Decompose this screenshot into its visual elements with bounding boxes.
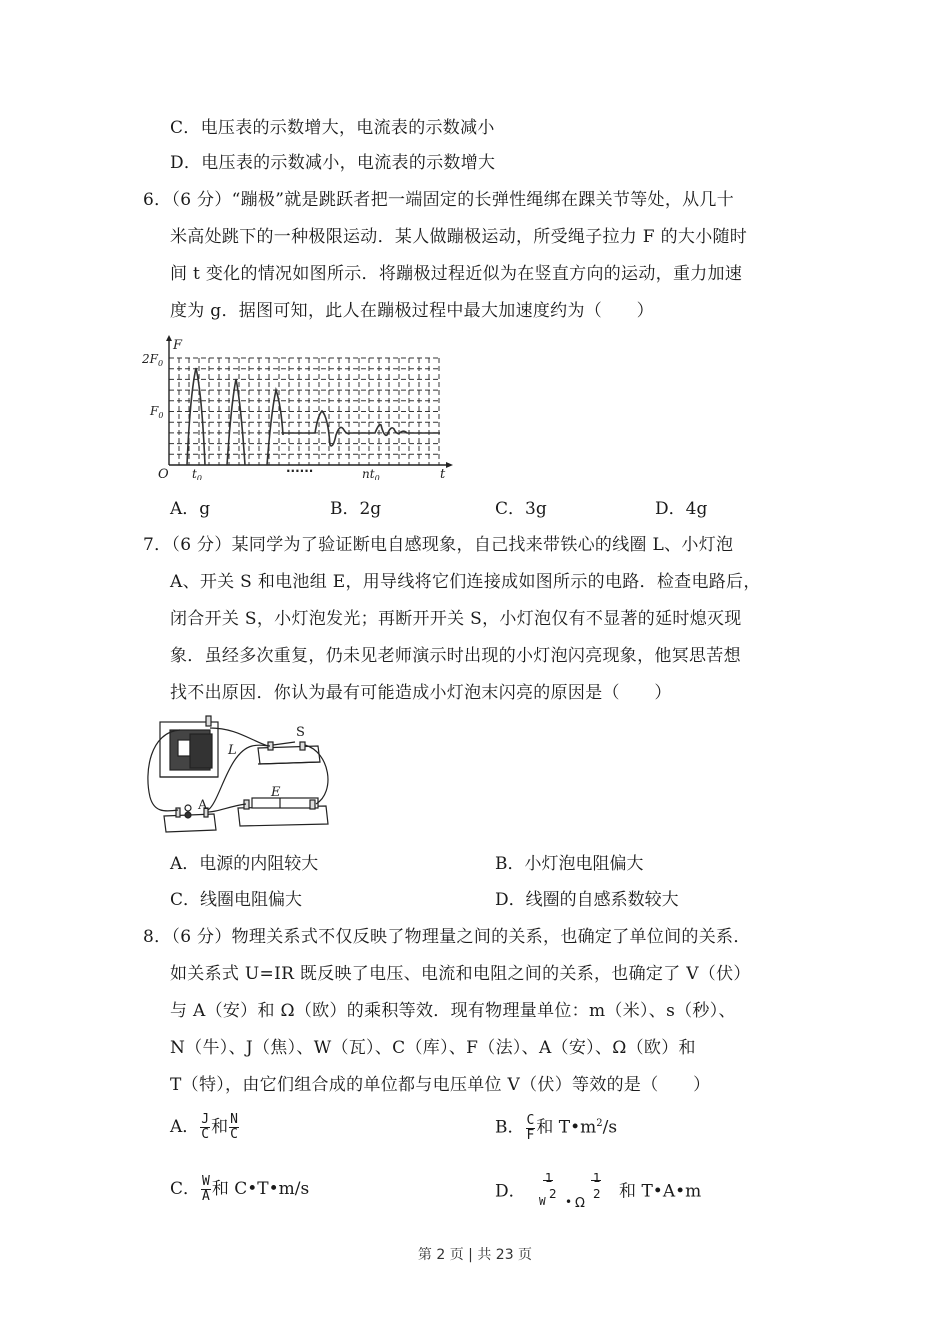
q5-option-c: C．电压表的示数增大，电流表的示数减小 [170, 118, 495, 138]
q7-option-b: B．小灯泡电阻偏大 [495, 854, 644, 874]
label-E: E [271, 785, 281, 800]
q8-line-3: 与 A（安）和 Ω（欧）的乘积等效．现有物理量单位：m（米）、s（秒）、 [170, 1001, 736, 1021]
fraction-j-over-c: $\frac{J}{C}$ [201, 1112, 210, 1142]
y-tick-2F0: $2F_0$ [142, 352, 164, 368]
q8-option-d: D． 1 W 2 • Ω 1 2 和 T•A•m [495, 1171, 702, 1211]
q6-line-4: 度为 g．据图可知，此人在蹦极过程中最大加速度约为（ ） [170, 301, 654, 321]
force-curve [187, 368, 440, 465]
fraction-n-over-c: $\frac{N}{C}$ [230, 1112, 238, 1142]
y-tick-F0: $F_0$ [150, 404, 164, 420]
page-footer: 第 2 页 | 共 23 页 [417, 1247, 533, 1263]
x-tick-t0: $t_0$ [192, 467, 202, 480]
q7-line-1: 7．（6 分）某同学为了验证断电自感现象，自己找来带铁心的线圈 L、小灯泡 [143, 535, 734, 555]
q8-option-b: B． $\frac{C}{F}$ 和 $T•m^2/s$ [495, 1112, 618, 1143]
y-axis-arrow-icon [166, 335, 172, 341]
q7-line-5: 找不出原因．你认为最有可能造成小灯泡末闪亮的原因是（ ） [170, 683, 672, 703]
q8-line-2: 如关系式 U=IR 既反映了电压、电流和电阻之间的关系，也确定了 V（伏） [170, 964, 751, 984]
q5-option-d: D．电压表的示数减小，电流表的示数增大 [170, 153, 496, 173]
origin-label: O [158, 467, 169, 480]
q7-line-4: 象．虽经多次重复，仍未见老师演示时出现的小灯泡闪亮现象，他冥思苦想 [170, 646, 741, 666]
q8-line-4: N（牛）、J（焦）、W（瓦）、C（库）、F（法）、A（安）、Ω（欧）和 [170, 1038, 696, 1058]
q7-option-c: C．线圈电阻偏大 [170, 890, 303, 910]
q6-line-1: 6．（6 分）“蹦极”就是跳跃者把一端固定的长弹性绳绑在踝关节等处，从几十 [143, 190, 735, 210]
q6-option-a: A．g [170, 499, 211, 519]
y-axis-label: F [173, 338, 183, 353]
q6-line-3: 间 t 变化的情况如图所示．将蹦极过程近似为在竖直方向的运动，重力加速 [170, 264, 743, 284]
q7-line-3: 闭合开关 S，小灯泡发光；再断开开关 S，小灯泡仅有不显著的延时熄灭现 [170, 609, 742, 629]
label-L: L [228, 743, 237, 758]
q7-option-d: D．线圈的自感系数较大 [495, 890, 679, 910]
w-half-omega-half-expression: 1 W 2 • Ω 1 2 [539, 1171, 601, 1211]
q7-option-a: A．电源的内阻较大 [170, 854, 319, 874]
q6-option-b: B．2g [330, 499, 382, 519]
q6-option-d: D．4g [655, 499, 708, 519]
x-axis-label: t [440, 467, 446, 480]
grid-lines [169, 358, 440, 465]
q8-option-c: C． $\frac{W}{A}$ 和 C•T•m/s [170, 1174, 310, 1204]
q8-option-a: A． $\frac{J}{C}$ 和 $\frac{N}{C}$ [170, 1112, 238, 1142]
x-tick-nt0: $nt_0$ [362, 467, 380, 480]
x-axis-arrow-icon [446, 462, 453, 468]
q6-line-2: 米高处跳下的一种极限运动．某人做蹦极运动，所受绳子拉力 F 的大小随时 [170, 227, 748, 247]
q8-line-5: T（特），由它们组合成的单位都与电压单位 V（伏）等效的是（ ） [170, 1075, 711, 1095]
q6-option-c: C．3g [495, 499, 547, 519]
q8-line-1: 8．（6 分）物理关系式不仅反映了物理量之间的关系，也确定了单位间的关系． [143, 927, 751, 947]
q7-line-2: A、开关 S 和电池组 E，用导线将它们连接成如图所示的电路．检查电路后， [170, 572, 761, 592]
label-A: A [198, 798, 208, 813]
force-time-chart [140, 335, 460, 480]
fraction-c-over-f: $\frac{C}{F}$ [526, 1112, 535, 1143]
fraction-w-over-a: $\frac{W}{A}$ [202, 1174, 210, 1204]
label-S: S [296, 725, 305, 740]
x-ellipsis: ...... [286, 461, 314, 475]
circuit-figure [140, 712, 340, 840]
